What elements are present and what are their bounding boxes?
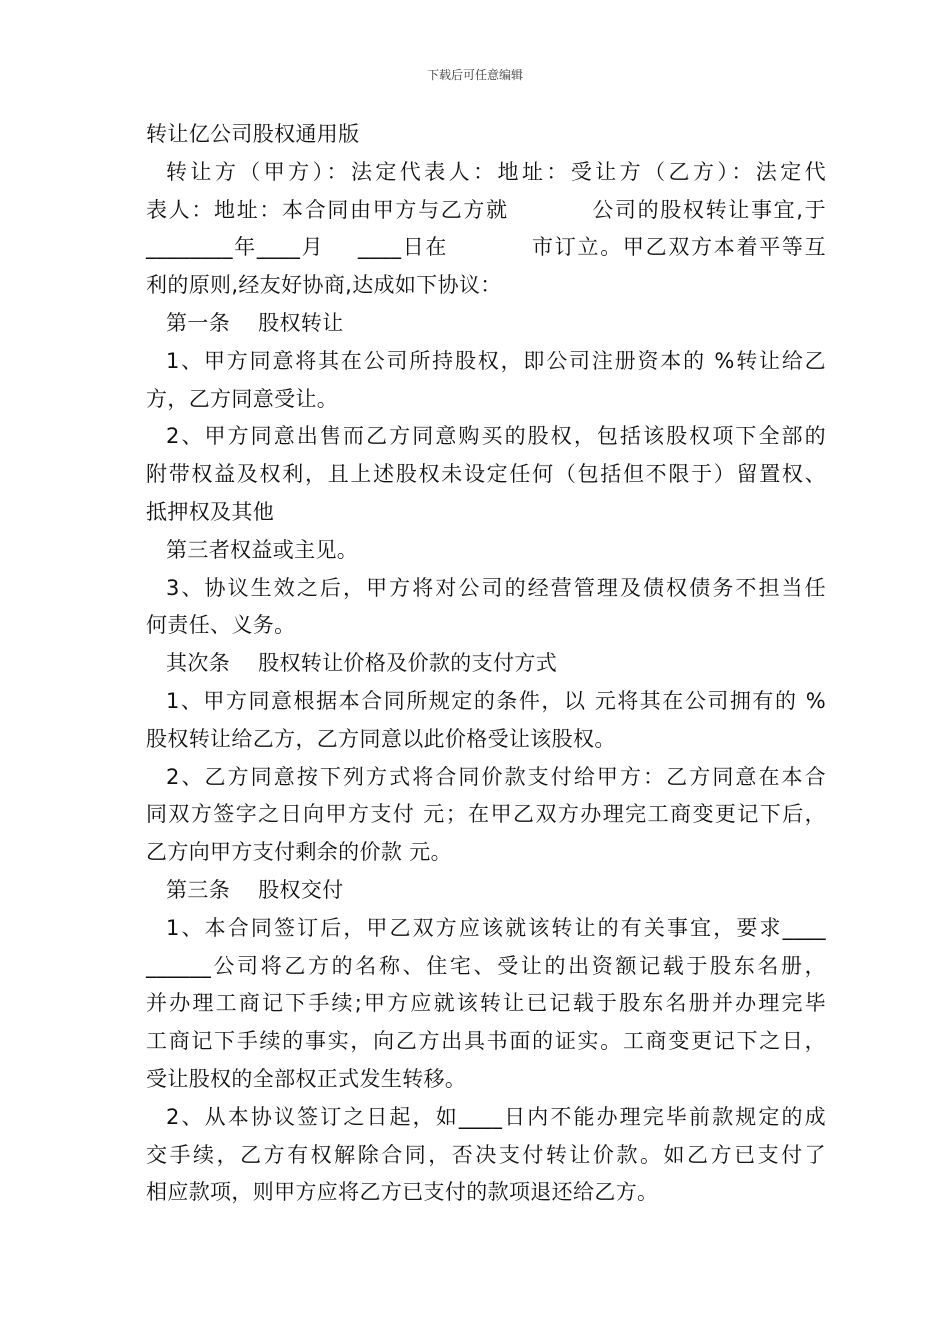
paragraph-line: 方，乙方同意受让。 <box>146 386 339 411</box>
paragraph-line: ______公司将乙方的名称、住宅、受让的出资额记载于股东名册， <box>146 953 826 978</box>
document-body <box>146 116 826 1212</box>
paragraph-line: 相应款项，则甲方应将乙方已支付的款项退还给乙方。 <box>146 1180 659 1205</box>
paragraph-line: 2、从本协议签订之日起，如____日内不能办理完毕前款规定的成 <box>166 1104 826 1129</box>
paragraph-line: 交手续，乙方有权解除合同，否决支付转让价款。如乙方已支付了 <box>146 1142 826 1167</box>
paragraph-line: 1、甲方同意根据本合同所规定的条件，以 元将其在公司拥有的 % <box>166 688 826 713</box>
paragraph-line: 1、本合同签订后，甲乙双方应该就该转让的有关事宜，要求____ <box>166 915 826 940</box>
paragraph-line: 表人：地址：本合同由甲方与乙方就 公司的股权转让事宜,于 <box>146 197 826 222</box>
document-title: 转让亿公司股权通用版 <box>146 122 360 146</box>
paragraph-line: 受让股权的全部权正式发生转移。 <box>146 1066 467 1091</box>
section-heading: 其次条 股权转让价格及价款的支付方式 <box>166 651 558 676</box>
paragraph-line: 附带权益及权利，且上述股权未设定任何（包括但不限于）留置权、 <box>146 462 826 487</box>
paragraph-line: 股权转让给乙方，乙方同意以此价格受让该股权。 <box>146 726 616 751</box>
paragraph-line: 抵押权及其他 <box>146 499 275 524</box>
paragraph-line: 利的原则,经友好协商,达成如下协议： <box>146 273 502 298</box>
section-heading: 第三条 股权交付 <box>166 877 344 902</box>
paragraph-line: 2、乙方同意按下列方式将合同价款支付给甲方：乙方同意在本合 <box>166 764 826 789</box>
paragraph-line: 并办理工商记下手续;甲方应就该转让已记载于股东名册并办理完毕 <box>146 991 826 1016</box>
paragraph-line: 何责任、义务。 <box>146 613 296 638</box>
paragraph-line: 同双方签字之日向甲方支付 元；在甲乙双方办理完工商变更记下后， <box>146 802 826 827</box>
paragraph-line: 2、甲方同意出售而乙方同意购买的股权，包括该股权项下全部的 <box>166 424 826 449</box>
paragraph-line: 第三者权益或主见。 <box>166 537 359 562</box>
paragraph-line: 1、甲方同意将其在公司所持股权，即公司注册资本的 %转让给乙 <box>166 348 826 373</box>
paragraph-line: 3、协议生效之后，甲方将对公司的经营管理及债权债务不担当任 <box>166 575 826 600</box>
paragraph-line: 工商记下手续的事实，向乙方出具书面的证实。工商变更记下之日， <box>146 1029 826 1054</box>
paragraph-line: 转让方（甲方）：法定代表人：地址：受让方（乙方）：法定代 <box>166 159 826 184</box>
page-header: 下载后可任意编辑 <box>426 68 523 82</box>
paragraph-line: 乙方向甲方支付剩余的价款 元。 <box>146 840 452 865</box>
paragraph-line: ________年____月 ____日在 市订立。甲乙双方本着平等互 <box>146 235 826 260</box>
section-heading: 第一条 股权转让 <box>166 310 344 335</box>
